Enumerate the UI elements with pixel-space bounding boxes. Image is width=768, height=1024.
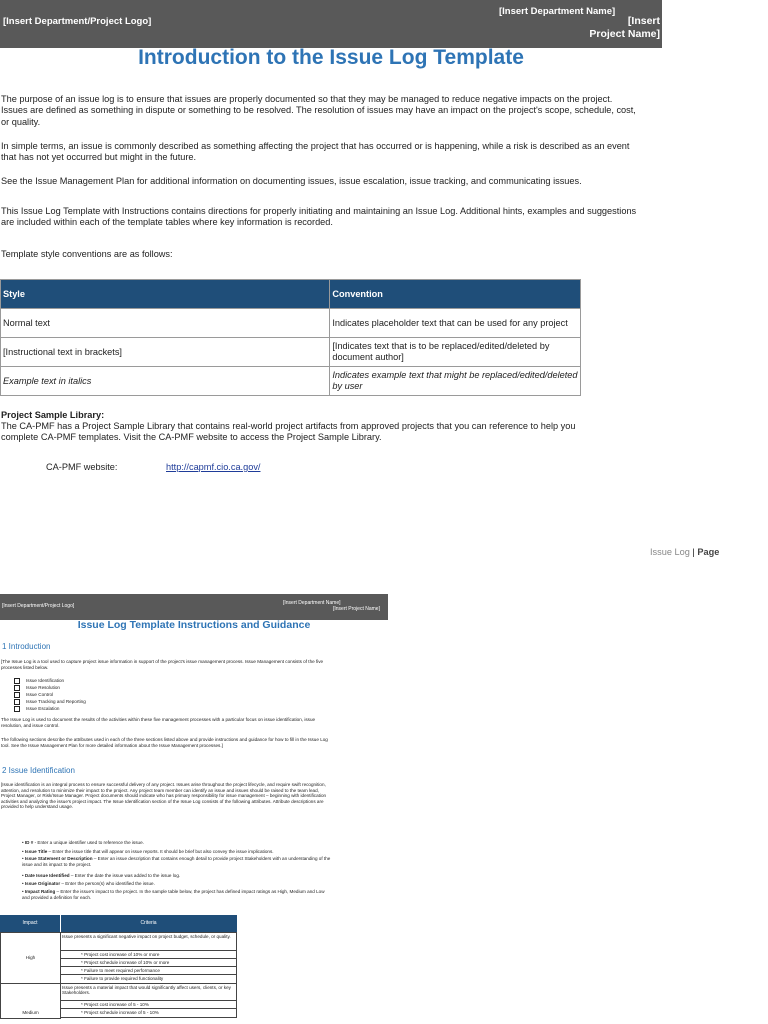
criteria-description: Issue presents a significant negative impact on project budget, schedule, or quality.: [62, 934, 231, 939]
attribute-desc: – Enter the person(s) who identified the issue.: [60, 881, 155, 886]
list-item: [14, 706, 59, 712]
style-conventions-intro: Template style conventions are as follows:: [1, 249, 173, 259]
attribute-name: Issue Title: [24, 849, 48, 854]
list-item: [14, 692, 53, 698]
introduction-text: [The Issue Log is a tool used to capture project issue information in support of the project's issue management process. Issue Management consists of the five processes listed below.: [1, 659, 324, 670]
criteria-cell: [60, 983, 237, 1001]
checkbox-icon: [14, 685, 20, 691]
table-header-row: [1, 280, 581, 309]
list-item-label: Issue Tracking and Reporting: [26, 699, 86, 705]
attribute-name: Date Issue Identified: [24, 873, 70, 878]
header-project-name-line1: [Insert: [627, 15, 660, 27]
criteria-item: * Failure to provide required functionality: [81, 976, 164, 981]
template-instructions-paragraph: This Issue Log Template with Instructions contains directions for properly initiating and maintaining an Issue Log. Additional hints, examples and suggestions are included within each of the template tables where key information is recorded.: [1, 206, 637, 228]
attribute-item: • Date Issue Identified – Enter the date the issue was added to the issue log.: [22, 873, 181, 878]
website-link[interactable]: http://capmf.cio.ca.gov/: [166, 462, 261, 472]
header-project-name: [Insert Project Name]: [333, 606, 380, 612]
attribute-desc: – Enter the issue title that will appear on issue reports. It should be brief but also convey the issue implications.: [47, 849, 274, 854]
criteria-cell: [60, 1008, 237, 1018]
criteria-item: * Project schedule increase of 10% or more: [81, 960, 170, 965]
website-label: CA-PMF website:: [46, 462, 118, 472]
criteria-item: * Project cost increase of 5 - 10%: [81, 1002, 149, 1007]
section-heading-introduction: 1 Introduction: [2, 642, 51, 651]
attribute-name: Issue Statement or Description: [24, 856, 93, 861]
impact-cell-medium: [0, 983, 61, 1019]
impact-table-header: [0, 915, 237, 932]
list-item-label: Issue Control: [26, 692, 54, 698]
table-row: [1, 367, 581, 396]
list-item: [14, 699, 86, 705]
footer-page-label: Page: [697, 547, 720, 557]
list-item-label: Issue Escalation: [26, 706, 60, 712]
style-cell: Example text in italics: [1, 367, 330, 396]
header-department-name: [Insert Department Name]: [283, 600, 341, 606]
attribute-name: Issue Originator: [24, 881, 61, 886]
following-sections-text: The following sections describe the attributes used in each of the three sections listed above and provide instructions and guidance for how to fill in the Issue Log tool. See the Issue Management Plan for more detailed information about the Issue Management processes.]: [1, 737, 328, 748]
checkbox-icon: [14, 706, 20, 712]
criteria-description: Issue presents a material impact that would significantly affect users, clients, or key Stakeholders.: [62, 985, 231, 996]
list-item: [14, 685, 60, 691]
footer-separator: |: [689, 547, 698, 557]
list-item-label: Issue Resolution: [26, 685, 60, 691]
list-item: [14, 678, 64, 684]
impact-cell-high: [0, 932, 61, 984]
attribute-name: ID #: [24, 840, 34, 845]
impact-label: Medium: [22, 1010, 39, 1015]
sample-library-text: The CA-PMF has a Project Sample Library that contains real-world project artifacts from approved projects that you can reference to help you complete CA-PMF templates. Visit the CA-PMF website to access the Project Sample Library.: [1, 421, 576, 443]
style-conventions-table: [0, 279, 581, 396]
column-header-impact: Impact: [0, 915, 61, 932]
page-footer: [650, 547, 719, 557]
attribute-item: • ID # - Enter a unique identifier used to reference the issue.: [22, 840, 144, 845]
attribute-item: • Issue Originator – Enter the person(s) who identified the issue.: [22, 881, 155, 886]
page2-header: [0, 594, 388, 620]
attribute-desc: – Enter the issue's impact to the project. In the sample table below, the project has defined impact ratings as High, Medium and Low and provided a definition for each.: [22, 889, 325, 900]
management-plan-paragraph: See the Issue Management Plan for additional information on documenting issues, issue escalation, issue tracking, and communicating issues.: [1, 176, 582, 186]
table-row: [1, 309, 581, 338]
checkbox-icon: [14, 692, 20, 698]
issue-log-usage-text: The Issue Log is used to document the results of the activities within these five management processes with a particular focus on issue identification, issue resolution, and issue control.: [1, 717, 316, 728]
purpose-paragraph: The purpose of an issue log is to ensure that issues are properly documented so that they may be managed to reduce negative impacts on the project. Issues are defined as something in dispute or something to be resolved. The resolution of issues may have an impact on the project's scope, schedule, cost, or quality.: [1, 94, 636, 127]
criteria-item: * Failure to meet required performance: [81, 968, 160, 973]
attribute-item: • Impact Rating – Enter the issue's impact to the project. In the sample table below, the project has defined impact ratings as High, Medium and Low and provided a definition for each.: [22, 889, 325, 900]
impact-label: High: [25, 955, 36, 960]
page2-title: Issue Log Template Instructions and Guidance: [77, 619, 311, 631]
header-department-name: [Insert Department Name]: [499, 6, 616, 17]
header-logo-placeholder: [Insert Department/Project Logo]: [2, 603, 75, 609]
attribute-item: • Issue Title – Enter the issue title that will appear on issue reports. It should be brief but also convey the issue implications.: [22, 849, 274, 854]
style-cell: [Instructional text in brackets]: [1, 338, 330, 367]
checkbox-icon: [14, 699, 20, 705]
issue-identification-text: [Issue identification is an integral process to ensure successful delivery of any project. Issues arise throughout the project lifecycle, and require swift recognition, attention, and resolution to minimize their impact to the project. Any project team member can identify an issue and issues should be raised to the team lead, Project Manager, or Risk/Issue Manager. Project documents should indicate who has primary responsibility for issue management – beginning with identification activities and analyzing the issue's project impact. The Issue Identification section of the Issue Log consists of the following attributes. Attribute descriptions are provided to help understand usage.: [1, 782, 327, 810]
convention-cell: [Indicates text that is to be replaced/edited/deleted by document author]: [330, 338, 581, 367]
attribute-item: • Issue Statement or Description – Enter an issue description that contains enough detail to provide project Stakeholders with an understanding of the issue and its impact to the project.: [22, 856, 331, 867]
criteria-cell: [60, 932, 237, 951]
column-header-style: Style: [1, 280, 330, 309]
attribute-desc: - Enter a unique identifier used to reference the issue.: [33, 840, 144, 845]
issue-vs-risk-paragraph: In simple terms, an issue is commonly described as something affecting the project that has occurred or is happening, while a risk is described as an event that has not yet occurred but might in the future.: [1, 141, 630, 163]
attribute-name: Impact Rating: [24, 889, 56, 894]
list-item-label: Issue Identification: [26, 678, 65, 684]
attribute-desc: – Enter the date the issue was added to the issue log.: [69, 873, 181, 878]
convention-cell: Indicates placeholder text that can be used for any project: [330, 309, 581, 338]
attribute-desc: – Enter an issue description that contains enough detail to provide project Stakeholders with an understanding of the issue and its impact to the project.: [22, 856, 331, 867]
header-project-name-line2: Project Name]: [589, 28, 660, 40]
page1-header: [0, 0, 662, 48]
criteria-item: * Project cost increase of 10% or more: [81, 952, 160, 957]
sample-library-heading: Project Sample Library:: [1, 410, 105, 420]
style-cell: Normal text: [1, 309, 330, 338]
criteria-item: * Project schedule increase of 5 - 10%: [81, 1010, 159, 1015]
header-logo-placeholder: [Insert Department/Project Logo]: [3, 16, 152, 27]
footer-doc-label: Issue Log: [650, 547, 690, 557]
page-title: Introduction to the Issue Log Template: [138, 46, 524, 69]
column-header-convention: Convention: [330, 280, 581, 309]
section-heading-issue-identification: 2 Issue Identification: [2, 766, 75, 775]
column-header-criteria: Criteria: [140, 920, 157, 926]
checkbox-icon: [14, 678, 20, 684]
table-row: [1, 338, 581, 367]
convention-cell: Indicates example text that might be replaced/edited/deleted by user: [330, 367, 581, 396]
